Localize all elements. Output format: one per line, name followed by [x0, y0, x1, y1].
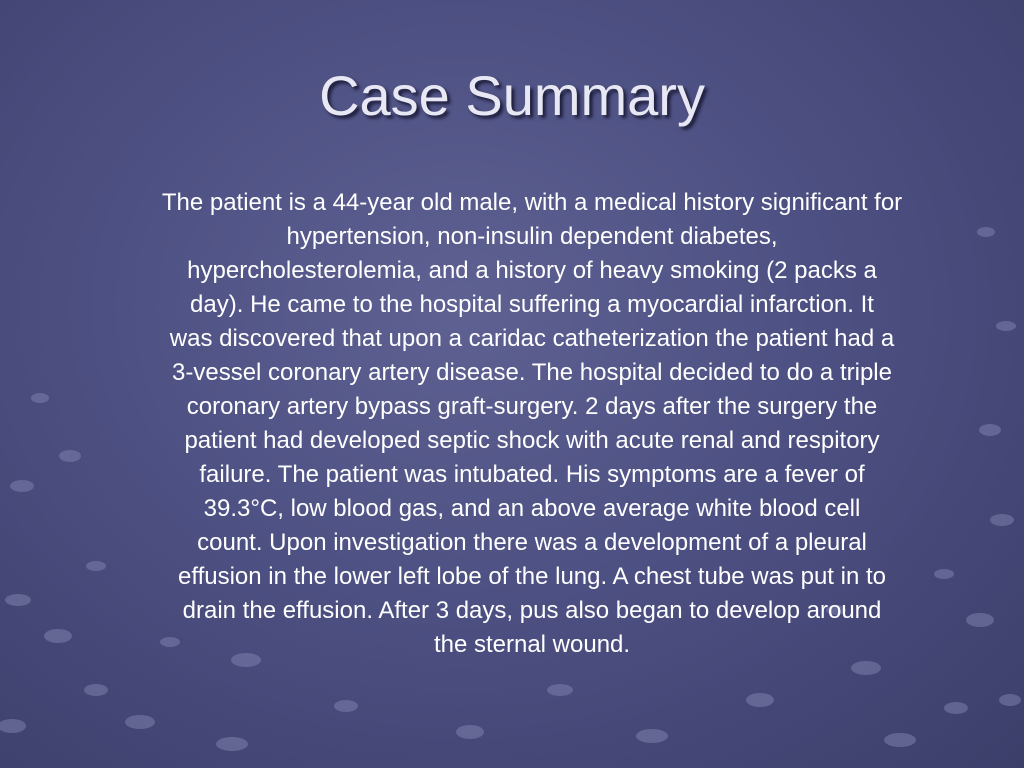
case-summary-paragraph — [72, 186, 992, 662]
paragraph-line: 39.3°C, low blood gas, and an above average white blood cell — [203, 495, 861, 522]
paragraph-line: day). He came to the hospital suffering a myocardial infarction. It — [190, 291, 874, 318]
paragraph-line: the sternal wound. — [433, 631, 631, 658]
paragraph-line: coronary artery bypass graft-surgery. 2 days after the surgery the — [186, 393, 878, 420]
paragraph-line: 3-vessel coronary artery disease. The hospital decided to do a triple — [172, 359, 892, 386]
paragraph-line: was discovered that upon a caridac catheterization the patient had a — [169, 325, 895, 352]
paragraph-line: patient had developed septic shock with acute renal and respitory — [184, 427, 880, 454]
paragraph-line: hypercholesterolemia, and a history of heavy smoking (2 packs a — [187, 257, 877, 284]
paragraph-line: hypertension, non-insulin dependent diabetes, — [286, 223, 778, 250]
paragraph-line: count. Upon investigation there was a development of a pleural — [197, 529, 867, 556]
paragraph-line: The patient is a 44-year old male, with a medical history significant for — [161, 189, 903, 216]
paragraph-line: effusion in the lower left lobe of the lung. A chest tube was put in to — [177, 563, 887, 590]
slide-title: Case Summary — [319, 64, 705, 127]
paragraph-line: drain the effusion. After 3 days, pus also began to develop around — [182, 597, 882, 624]
paragraph-line: failure. The patient was intubated. His symptoms are a fever of — [199, 461, 865, 488]
